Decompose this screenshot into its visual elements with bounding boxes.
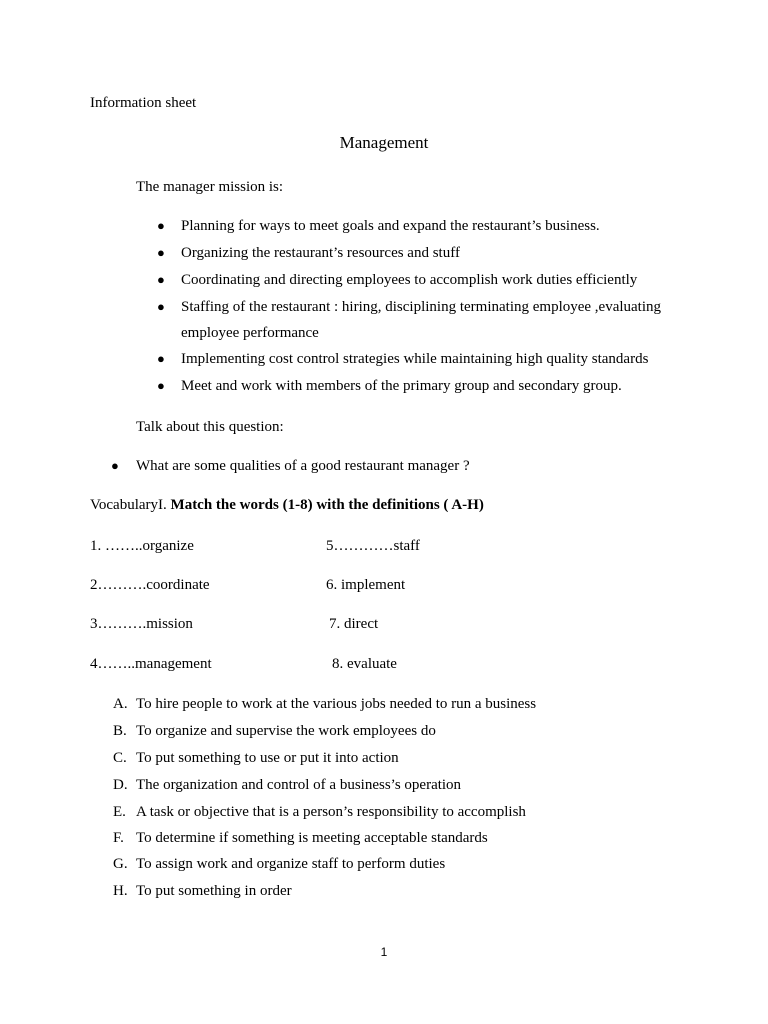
definition-letter: B. <box>113 723 127 739</box>
word-item-6: 6. implement <box>326 577 406 593</box>
word-item-2: 2……….coordinate <box>90 577 210 593</box>
word-item-8: 8. evaluate <box>332 656 397 672</box>
page-title: Management <box>339 133 429 152</box>
talk-prompt: Talk about this question: <box>136 419 284 435</box>
word-item-4: 4……..management <box>90 656 212 672</box>
definition-text: To hire people to work at the various jobs needed to run a business <box>136 696 537 712</box>
definition-text: To assign work and organize staff to perform duties <box>136 856 446 872</box>
definition-letter: E. <box>113 804 126 820</box>
list-item: Organizing the restaurant’s resources and stuff <box>181 245 460 261</box>
definition-letter: G. <box>113 856 128 872</box>
definition-text: To put something to use or put it into action <box>136 750 399 766</box>
definition-letter: A. <box>113 696 128 712</box>
vocabulary-instruction: Match the words (1-8) with the definitions ( A-H) <box>170 497 484 513</box>
word-item-1: 1. ……..organize <box>90 538 194 554</box>
mission-intro: The manager mission is: <box>136 179 284 195</box>
list-item: Implementing cost control strategies while maintaining high quality standards <box>181 351 649 367</box>
bullet-icon: ● <box>111 458 119 473</box>
definition-letter: F. <box>113 830 124 846</box>
page-number: 1 <box>380 945 388 959</box>
bullet-icon: ● <box>157 351 165 366</box>
bullet-icon: ● <box>157 378 165 393</box>
definition-letter: C. <box>113 750 127 766</box>
word-item-3: 3……….mission <box>90 616 193 632</box>
definition-text: A task or objective that is a person’s responsibility to accomplish <box>136 804 526 820</box>
definition-text: The organization and control of a business’s operation <box>136 777 462 793</box>
word-item-7: 7. direct <box>329 616 379 632</box>
word-item-5: 5…………staff <box>326 538 420 554</box>
list-item: Planning for ways to meet goals and expand the restaurant’s business. <box>181 218 600 234</box>
definition-letter: D. <box>113 777 128 793</box>
definition-text: To organize and supervise the work employees do <box>136 723 436 739</box>
bullet-icon: ● <box>157 218 165 233</box>
list-item: Meet and work with members of the primary group and secondary group. <box>181 378 622 394</box>
bullet-icon: ● <box>157 272 165 287</box>
vocabulary-heading <box>90 496 484 514</box>
list-item: Staffing of the restaurant : hiring, disciplining terminating employee ,evaluating <box>181 299 662 315</box>
bullet-icon: ● <box>157 299 165 314</box>
definition-text: To put something in order <box>136 883 292 899</box>
info-sheet-label: Information sheet <box>90 95 197 111</box>
list-item: Coordinating and directing employees to accomplish work duties efficiently <box>181 272 638 288</box>
list-item-continuation: employee performance <box>181 325 319 341</box>
definition-text: To determine if something is meeting acceptable standards <box>136 830 488 846</box>
bullet-icon: ● <box>157 245 165 260</box>
discussion-question: What are some qualities of a good restaurant manager ? <box>136 458 470 474</box>
definition-letter: H. <box>113 883 128 899</box>
vocabulary-prefix: VocabularyI. <box>90 497 167 513</box>
